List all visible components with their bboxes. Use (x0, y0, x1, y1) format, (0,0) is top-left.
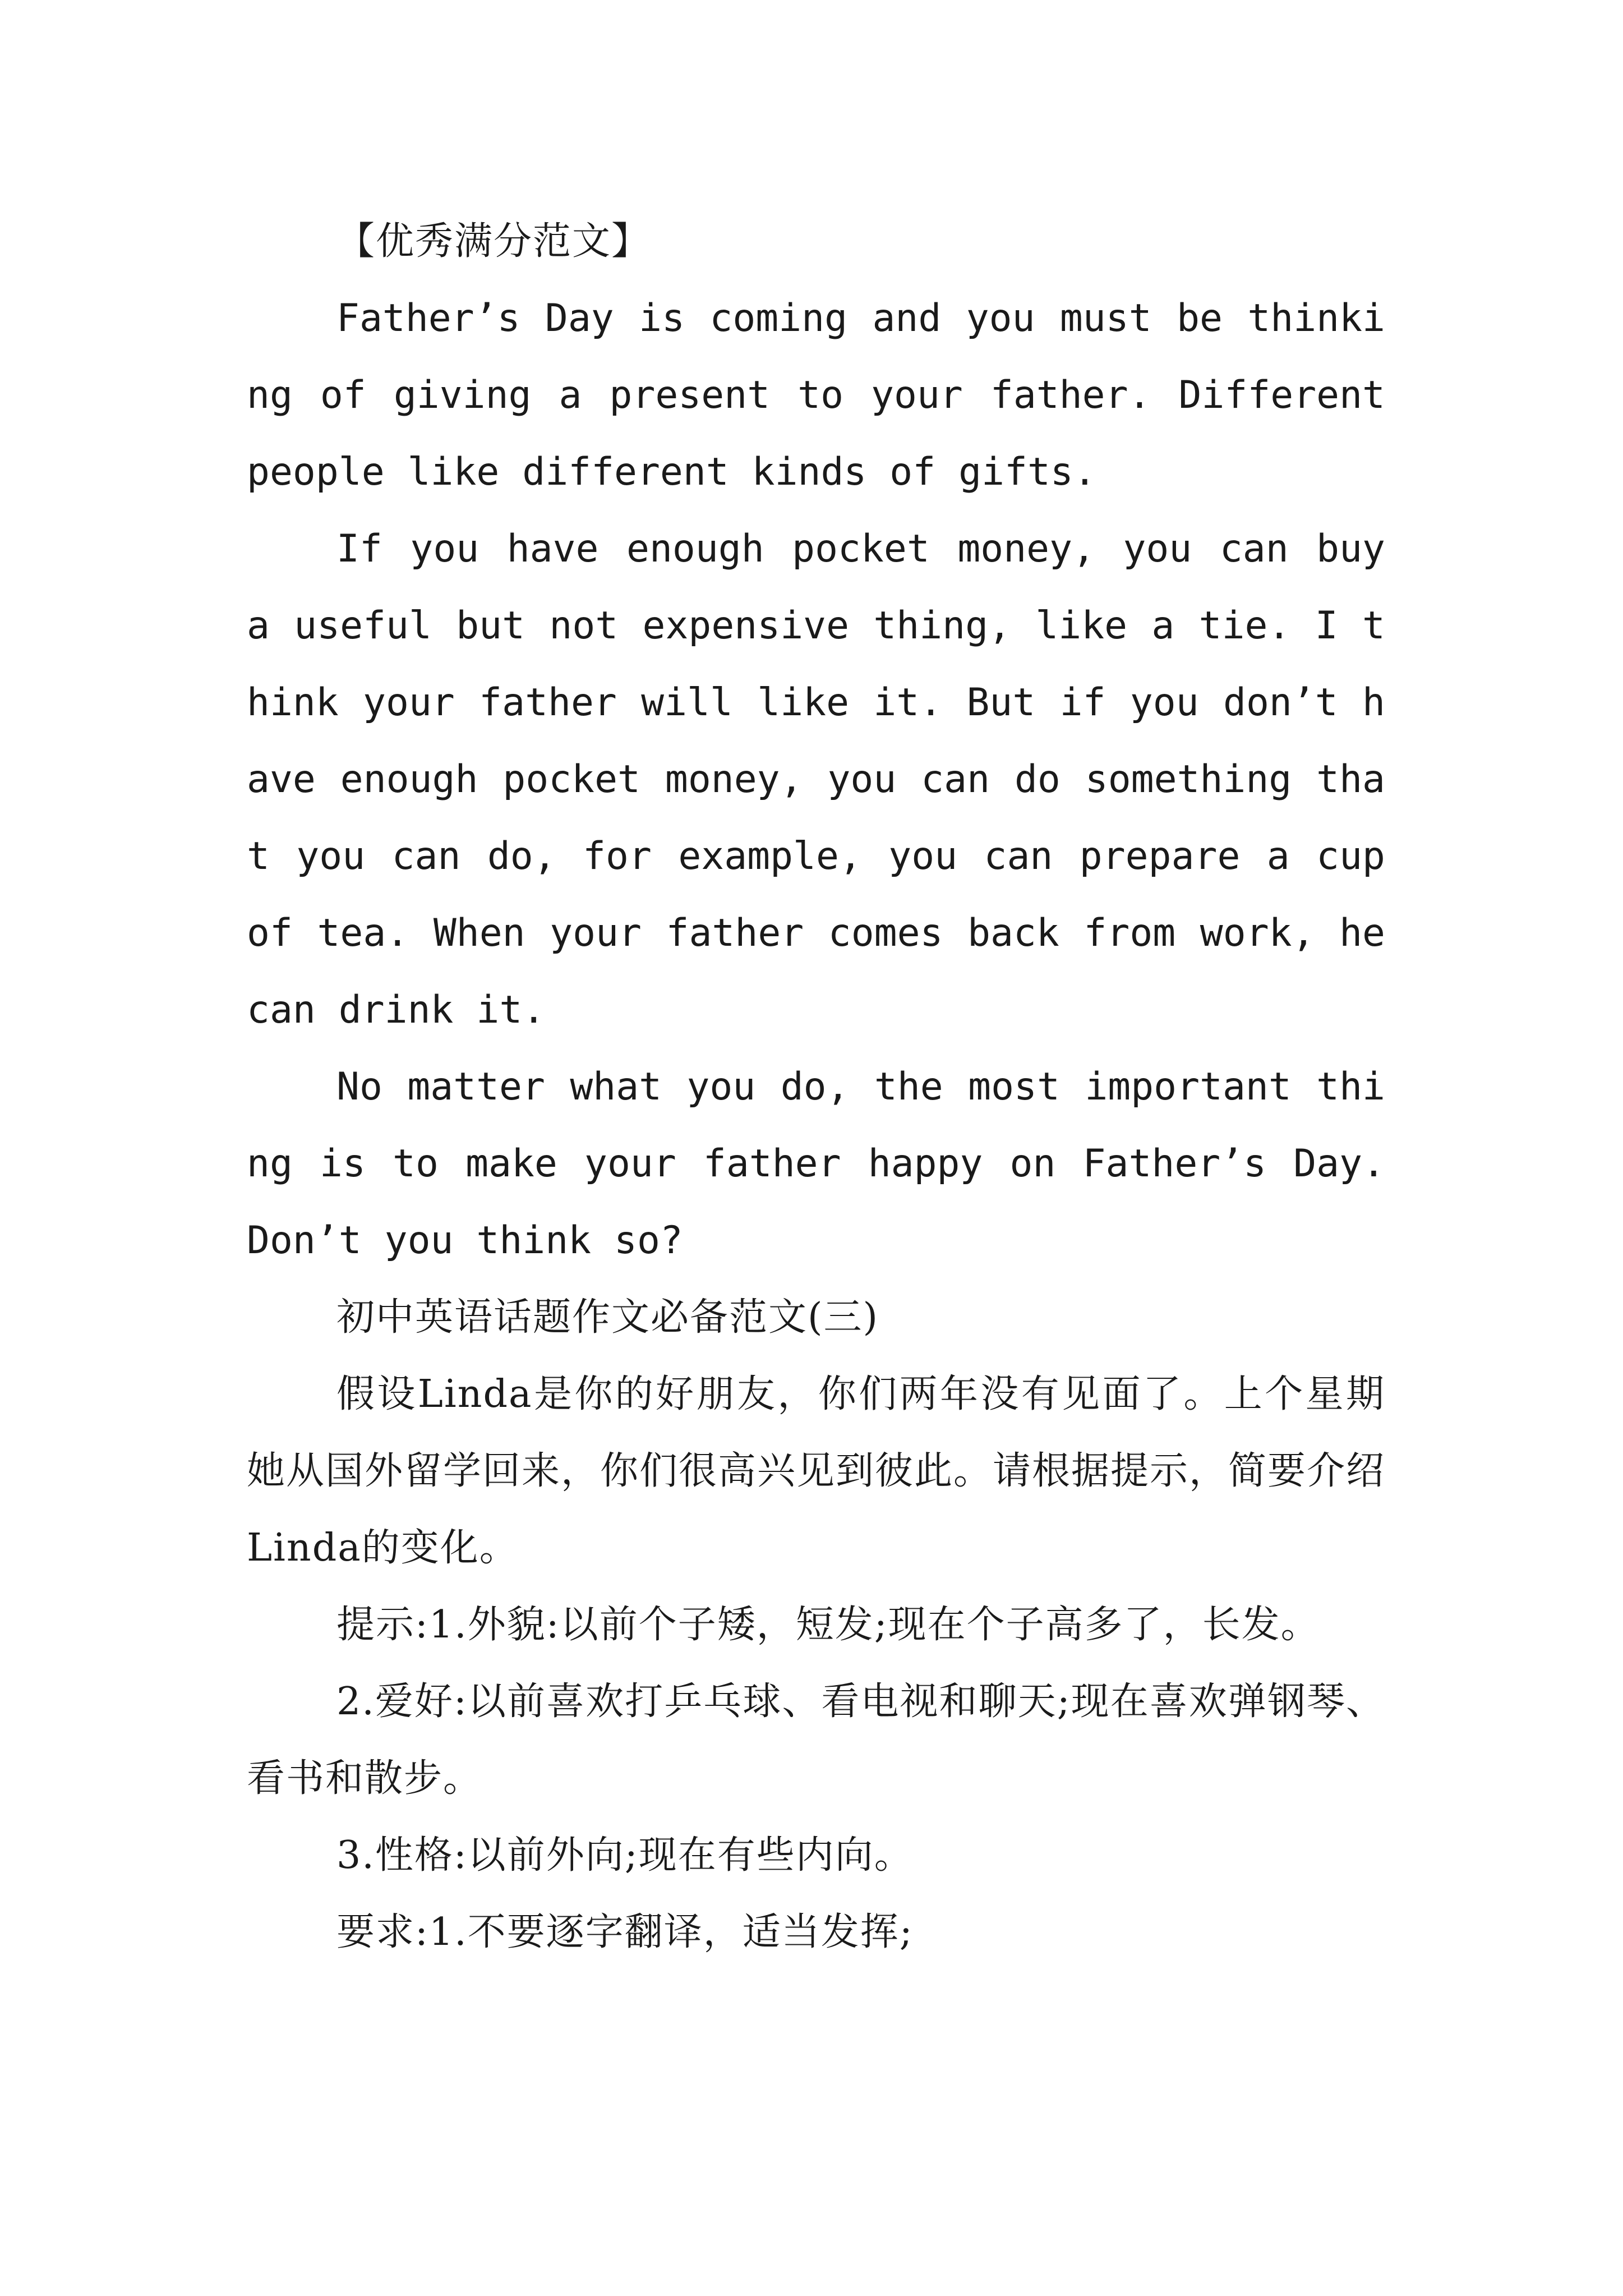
essay-heading: 【优秀满分范文】 (336, 219, 651, 264)
hint-appearance: 提示:1.外貌:以前个子矮，短发;现在个子高多了，长发。 (336, 1603, 1320, 1647)
document-body (247, 203, 1385, 1971)
hint-personality: 3.性格:以前外向;现在有些内向。 (336, 1833, 914, 1878)
hint-hobbies: 2.爱好:以前喜欢打乒乓球、看电视和聊天;现在喜欢弹钢琴、看书和散步。 (247, 1680, 1385, 1801)
essay-paragraph-3: No matter what you do, the most important thing is to make your father happy on Father’s Day. Don’t you think so? (247, 1065, 1385, 1263)
requirements: 要求:1.不要逐字翻译，适当发挥; (336, 1910, 914, 1954)
section-title: 初中英语话题作文必备范文(三) (336, 1295, 879, 1340)
writing-prompt: 假设Linda是你的好朋友，你们两年没有见面了。上个星期她从国外留学回来，你们很高兴见到彼此。请根据提示，简要介绍Linda的变化。 (247, 1372, 1386, 1570)
essay-paragraph-2: If you have enough pocket money, you can buy a useful but not expensive thing, like a tie. I think your father will like it. But if you don’t have enough pocket money, you can do something that you can do, for example, you can prepare a cup of tea. When your father comes back from work, he can drink it. (247, 527, 1385, 1032)
essay-paragraph-1: Father’s Day is coming and you must be thinking of giving a present to your father. Different people like different kinds of gifts. (247, 296, 1385, 494)
